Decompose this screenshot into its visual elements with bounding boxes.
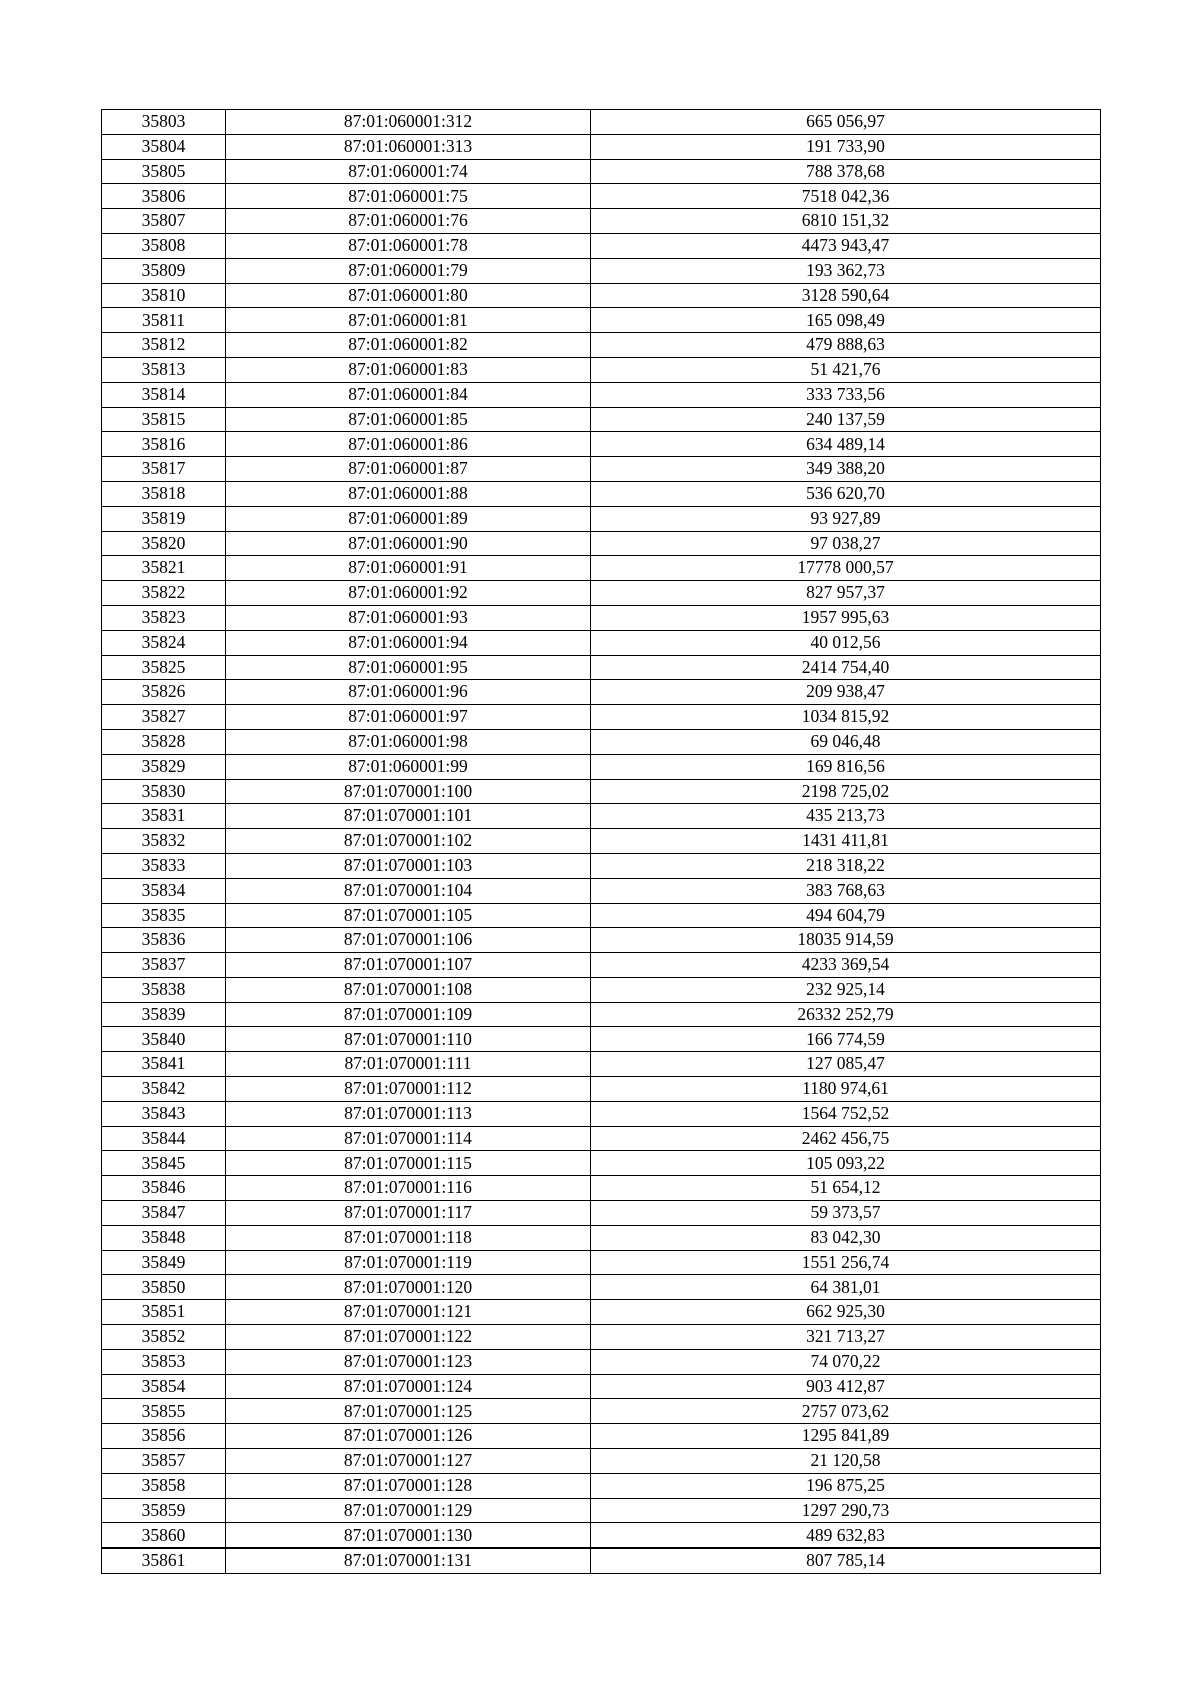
row-number-cell: 35854 (102, 1374, 226, 1399)
row-number-cell: 35807 (102, 209, 226, 234)
cadastral-value-cell: 17778 000,57 (591, 556, 1101, 581)
row-number-cell: 35813 (102, 357, 226, 382)
cadastral-number-cell: 87:01:060001:313 (226, 134, 591, 159)
row-number-cell: 35815 (102, 407, 226, 432)
row-number-cell: 35841 (102, 1052, 226, 1077)
table-row (102, 754, 1101, 779)
cadastral-number-cell: 87:01:060001:81 (226, 308, 591, 333)
table-row (102, 655, 1101, 680)
cadastral-value-cell: 665 056,97 (591, 110, 1101, 135)
table-row (102, 928, 1101, 953)
cadastral-value-cell: 321 713,27 (591, 1325, 1101, 1350)
cadastral-number-cell: 87:01:070001:131 (226, 1548, 591, 1573)
cadastral-value-cell: 218 318,22 (591, 853, 1101, 878)
table-row (102, 605, 1101, 630)
cadastral-number-cell: 87:01:060001:87 (226, 457, 591, 482)
table-row (102, 1424, 1101, 1449)
cadastral-number-cell: 87:01:070001:119 (226, 1250, 591, 1275)
row-number-cell: 35840 (102, 1027, 226, 1052)
row-number-cell: 35822 (102, 581, 226, 606)
row-number-cell: 35821 (102, 556, 226, 581)
table-row (102, 1077, 1101, 1102)
cadastral-number-cell: 87:01:060001:93 (226, 605, 591, 630)
table-row (102, 1250, 1101, 1275)
cadastral-value-cell: 1295 841,89 (591, 1424, 1101, 1449)
row-number-cell: 35809 (102, 258, 226, 283)
table-row (102, 382, 1101, 407)
cadastral-number-cell: 87:01:070001:105 (226, 903, 591, 928)
table-row (102, 630, 1101, 655)
table-row (102, 1275, 1101, 1300)
cadastral-number-cell: 87:01:070001:101 (226, 804, 591, 829)
row-number-cell: 35804 (102, 134, 226, 159)
row-number-cell: 35833 (102, 853, 226, 878)
row-number-cell: 35831 (102, 804, 226, 829)
table-row (102, 1101, 1101, 1126)
row-number-cell: 35850 (102, 1275, 226, 1300)
table-row (102, 1399, 1101, 1424)
row-number-cell: 35829 (102, 754, 226, 779)
table-row (102, 853, 1101, 878)
row-number-cell: 35832 (102, 829, 226, 854)
cadastral-number-cell: 87:01:060001:74 (226, 159, 591, 184)
cadastral-value-cell: 662 925,30 (591, 1300, 1101, 1325)
table-row (102, 903, 1101, 928)
row-number-cell: 35826 (102, 680, 226, 705)
table-row (102, 407, 1101, 432)
cadastral-number-cell: 87:01:070001:127 (226, 1449, 591, 1474)
row-number-cell: 35805 (102, 159, 226, 184)
cadastral-value-cell: 1034 815,92 (591, 705, 1101, 730)
cadastral-number-cell: 87:01:060001:78 (226, 233, 591, 258)
cadastral-value-cell: 903 412,87 (591, 1374, 1101, 1399)
cadastral-number-cell: 87:01:070001:125 (226, 1399, 591, 1424)
row-number-cell: 35846 (102, 1176, 226, 1201)
cadastral-value-cell: 127 085,47 (591, 1052, 1101, 1077)
cadastral-value-cell: 1564 752,52 (591, 1101, 1101, 1126)
cadastral-number-cell: 87:01:060001:80 (226, 283, 591, 308)
cadastral-value-cell: 97 038,27 (591, 531, 1101, 556)
cadastral-value-cell: 21 120,58 (591, 1449, 1101, 1474)
table-row (102, 506, 1101, 531)
row-number-cell: 35811 (102, 308, 226, 333)
cadastral-number-cell: 87:01:060001:94 (226, 630, 591, 655)
cadastral-value-cell: 51 421,76 (591, 357, 1101, 382)
cadastral-value-cell: 6810 151,32 (591, 209, 1101, 234)
cadastral-value-cell: 18035 914,59 (591, 928, 1101, 953)
cadastral-value-cell: 93 927,89 (591, 506, 1101, 531)
table-row (102, 333, 1101, 358)
cadastral-number-cell: 87:01:070001:108 (226, 977, 591, 1002)
row-number-cell: 35812 (102, 333, 226, 358)
cadastral-number-cell: 87:01:070001:109 (226, 1002, 591, 1027)
row-number-cell: 35816 (102, 432, 226, 457)
table-row (102, 1498, 1101, 1523)
cadastral-value-cell: 105 093,22 (591, 1151, 1101, 1176)
cadastral-number-cell: 87:01:060001:91 (226, 556, 591, 581)
table-row (102, 1449, 1101, 1474)
cadastral-number-cell: 87:01:060001:84 (226, 382, 591, 407)
cadastral-value-cell: 40 012,56 (591, 630, 1101, 655)
row-number-cell: 35835 (102, 903, 226, 928)
row-number-cell: 35814 (102, 382, 226, 407)
cadastral-value-table (101, 109, 1101, 1574)
cadastral-value-cell: 827 957,37 (591, 581, 1101, 606)
cadastral-number-cell: 87:01:060001:89 (226, 506, 591, 531)
cadastral-number-cell: 87:01:070001:112 (226, 1077, 591, 1102)
row-number-cell: 35843 (102, 1101, 226, 1126)
table-row (102, 1225, 1101, 1250)
cadastral-value-cell: 2198 725,02 (591, 779, 1101, 804)
table-row (102, 357, 1101, 382)
cadastral-value-cell: 1957 995,63 (591, 605, 1101, 630)
row-number-cell: 35861 (102, 1548, 226, 1573)
cadastral-value-cell: 634 489,14 (591, 432, 1101, 457)
cadastral-value-cell: 536 620,70 (591, 481, 1101, 506)
table-row (102, 1027, 1101, 1052)
cadastral-value-cell: 193 362,73 (591, 258, 1101, 283)
cadastral-number-cell: 87:01:060001:312 (226, 110, 591, 135)
cadastral-number-cell: 87:01:070001:116 (226, 1176, 591, 1201)
row-number-cell: 35859 (102, 1498, 226, 1523)
cadastral-number-cell: 87:01:070001:129 (226, 1498, 591, 1523)
table-row (102, 1052, 1101, 1077)
table-row (102, 1523, 1101, 1548)
table-row (102, 729, 1101, 754)
cadastral-value-cell: 1551 256,74 (591, 1250, 1101, 1275)
cadastral-number-cell: 87:01:070001:123 (226, 1349, 591, 1374)
table-row (102, 1325, 1101, 1350)
row-number-cell: 35808 (102, 233, 226, 258)
cadastral-number-cell: 87:01:070001:107 (226, 953, 591, 978)
row-number-cell: 35847 (102, 1201, 226, 1226)
cadastral-value-cell: 2462 456,75 (591, 1126, 1101, 1151)
table-row (102, 457, 1101, 482)
cadastral-value-cell: 26332 252,79 (591, 1002, 1101, 1027)
table-row (102, 1374, 1101, 1399)
row-number-cell: 35825 (102, 655, 226, 680)
row-number-cell: 35820 (102, 531, 226, 556)
table-row (102, 1002, 1101, 1027)
cadastral-number-cell: 87:01:060001:97 (226, 705, 591, 730)
cadastral-number-cell: 87:01:070001:114 (226, 1126, 591, 1151)
cadastral-value-cell: 69 046,48 (591, 729, 1101, 754)
cadastral-value-cell: 1297 290,73 (591, 1498, 1101, 1523)
row-number-cell: 35858 (102, 1473, 226, 1498)
row-number-cell: 35842 (102, 1077, 226, 1102)
cadastral-value-cell: 191 733,90 (591, 134, 1101, 159)
cadastral-number-cell: 87:01:070001:122 (226, 1325, 591, 1350)
cadastral-value-cell: 1180 974,61 (591, 1077, 1101, 1102)
table-row (102, 308, 1101, 333)
cadastral-number-cell: 87:01:060001:86 (226, 432, 591, 457)
cadastral-number-cell: 87:01:060001:88 (226, 481, 591, 506)
table-row (102, 110, 1101, 135)
row-number-cell: 35844 (102, 1126, 226, 1151)
cadastral-number-cell: 87:01:070001:103 (226, 853, 591, 878)
cadastral-number-cell: 87:01:060001:98 (226, 729, 591, 754)
table-row (102, 779, 1101, 804)
cadastral-number-cell: 87:01:060001:82 (226, 333, 591, 358)
table-row (102, 705, 1101, 730)
cadastral-number-cell: 87:01:070001:117 (226, 1201, 591, 1226)
cadastral-value-cell: 4473 943,47 (591, 233, 1101, 258)
table-row (102, 680, 1101, 705)
row-number-cell: 35856 (102, 1424, 226, 1449)
table-row (102, 1548, 1101, 1573)
table-row (102, 209, 1101, 234)
cadastral-number-cell: 87:01:070001:110 (226, 1027, 591, 1052)
cadastral-number-cell: 87:01:060001:99 (226, 754, 591, 779)
row-number-cell: 35845 (102, 1151, 226, 1176)
cadastral-number-cell: 87:01:060001:79 (226, 258, 591, 283)
cadastral-number-cell: 87:01:070001:120 (226, 1275, 591, 1300)
cadastral-number-cell: 87:01:070001:118 (226, 1225, 591, 1250)
cadastral-value-cell: 209 938,47 (591, 680, 1101, 705)
row-number-cell: 35852 (102, 1325, 226, 1350)
row-number-cell: 35860 (102, 1523, 226, 1548)
cadastral-number-cell: 87:01:060001:95 (226, 655, 591, 680)
row-number-cell: 35830 (102, 779, 226, 804)
cadastral-value-cell: 2414 754,40 (591, 655, 1101, 680)
cadastral-value-cell: 165 098,49 (591, 308, 1101, 333)
cadastral-value-cell: 1431 411,81 (591, 829, 1101, 854)
cadastral-number-cell: 87:01:070001:121 (226, 1300, 591, 1325)
row-number-cell: 35827 (102, 705, 226, 730)
cadastral-number-cell: 87:01:070001:111 (226, 1052, 591, 1077)
cadastral-value-cell: 2757 073,62 (591, 1399, 1101, 1424)
table-row (102, 804, 1101, 829)
cadastral-number-cell: 87:01:070001:106 (226, 928, 591, 953)
table-row (102, 1349, 1101, 1374)
cadastral-value-cell: 4233 369,54 (591, 953, 1101, 978)
row-number-cell: 35838 (102, 977, 226, 1002)
cadastral-value-cell: 7518 042,36 (591, 184, 1101, 209)
cadastral-value-cell: 494 604,79 (591, 903, 1101, 928)
row-number-cell: 35855 (102, 1399, 226, 1424)
row-number-cell: 35834 (102, 878, 226, 903)
table-row (102, 134, 1101, 159)
table-row (102, 556, 1101, 581)
table-row (102, 531, 1101, 556)
cadastral-number-cell: 87:01:070001:130 (226, 1523, 591, 1548)
row-number-cell: 35803 (102, 110, 226, 135)
row-number-cell: 35837 (102, 953, 226, 978)
cadastral-number-cell: 87:01:060001:76 (226, 209, 591, 234)
row-number-cell: 35851 (102, 1300, 226, 1325)
cadastral-value-cell: 3128 590,64 (591, 283, 1101, 308)
table-row (102, 481, 1101, 506)
cadastral-value-cell: 169 816,56 (591, 754, 1101, 779)
table-row (102, 159, 1101, 184)
row-number-cell: 35857 (102, 1449, 226, 1474)
row-number-cell: 35810 (102, 283, 226, 308)
table-row (102, 1176, 1101, 1201)
cadastral-value-cell: 489 632,83 (591, 1523, 1101, 1548)
cadastral-number-cell: 87:01:070001:104 (226, 878, 591, 903)
cadastral-value-cell: 59 373,57 (591, 1201, 1101, 1226)
cadastral-value-cell: 196 875,25 (591, 1473, 1101, 1498)
cadastral-number-cell: 87:01:060001:75 (226, 184, 591, 209)
row-number-cell: 35853 (102, 1349, 226, 1374)
cadastral-value-cell: 788 378,68 (591, 159, 1101, 184)
cadastral-value-cell: 240 137,59 (591, 407, 1101, 432)
row-number-cell: 35824 (102, 630, 226, 655)
cadastral-value-cell: 349 388,20 (591, 457, 1101, 482)
row-number-cell: 35848 (102, 1225, 226, 1250)
table-row (102, 233, 1101, 258)
row-number-cell: 35839 (102, 1002, 226, 1027)
table-row (102, 878, 1101, 903)
table-row (102, 283, 1101, 308)
cadastral-number-cell: 87:01:070001:126 (226, 1424, 591, 1449)
cadastral-number-cell: 87:01:070001:128 (226, 1473, 591, 1498)
cadastral-value-cell: 166 774,59 (591, 1027, 1101, 1052)
table-row (102, 977, 1101, 1002)
cadastral-value-cell: 383 768,63 (591, 878, 1101, 903)
table-body (102, 110, 1101, 1574)
table-row (102, 1201, 1101, 1226)
cadastral-value-cell: 74 070,22 (591, 1349, 1101, 1374)
cadastral-value-cell: 479 888,63 (591, 333, 1101, 358)
cadastral-number-cell: 87:01:070001:113 (226, 1101, 591, 1126)
table-row (102, 581, 1101, 606)
table-row (102, 258, 1101, 283)
cadastral-value-cell: 807 785,14 (591, 1548, 1101, 1573)
table-row (102, 953, 1101, 978)
cadastral-number-cell: 87:01:070001:100 (226, 779, 591, 804)
cadastral-value-cell: 83 042,30 (591, 1225, 1101, 1250)
cadastral-number-cell: 87:01:070001:102 (226, 829, 591, 854)
row-number-cell: 35818 (102, 481, 226, 506)
cadastral-value-cell: 333 733,56 (591, 382, 1101, 407)
table-row (102, 1473, 1101, 1498)
cadastral-value-cell: 232 925,14 (591, 977, 1101, 1002)
table-row (102, 1126, 1101, 1151)
table-row (102, 1300, 1101, 1325)
row-number-cell: 35849 (102, 1250, 226, 1275)
table-row (102, 829, 1101, 854)
cadastral-number-cell: 87:01:060001:85 (226, 407, 591, 432)
table-row (102, 184, 1101, 209)
row-number-cell: 35819 (102, 506, 226, 531)
row-number-cell: 35828 (102, 729, 226, 754)
cadastral-value-cell: 51 654,12 (591, 1176, 1101, 1201)
cadastral-number-cell: 87:01:060001:90 (226, 531, 591, 556)
table-row (102, 432, 1101, 457)
cadastral-number-cell: 87:01:060001:92 (226, 581, 591, 606)
row-number-cell: 35806 (102, 184, 226, 209)
cadastral-number-cell: 87:01:070001:115 (226, 1151, 591, 1176)
row-number-cell: 35817 (102, 457, 226, 482)
cadastral-number-cell: 87:01:060001:96 (226, 680, 591, 705)
cadastral-number-cell: 87:01:070001:124 (226, 1374, 591, 1399)
cadastral-value-cell: 435 213,73 (591, 804, 1101, 829)
row-number-cell: 35823 (102, 605, 226, 630)
cadastral-number-cell: 87:01:060001:83 (226, 357, 591, 382)
cadastral-value-cell: 64 381,01 (591, 1275, 1101, 1300)
row-number-cell: 35836 (102, 928, 226, 953)
table-row (102, 1151, 1101, 1176)
